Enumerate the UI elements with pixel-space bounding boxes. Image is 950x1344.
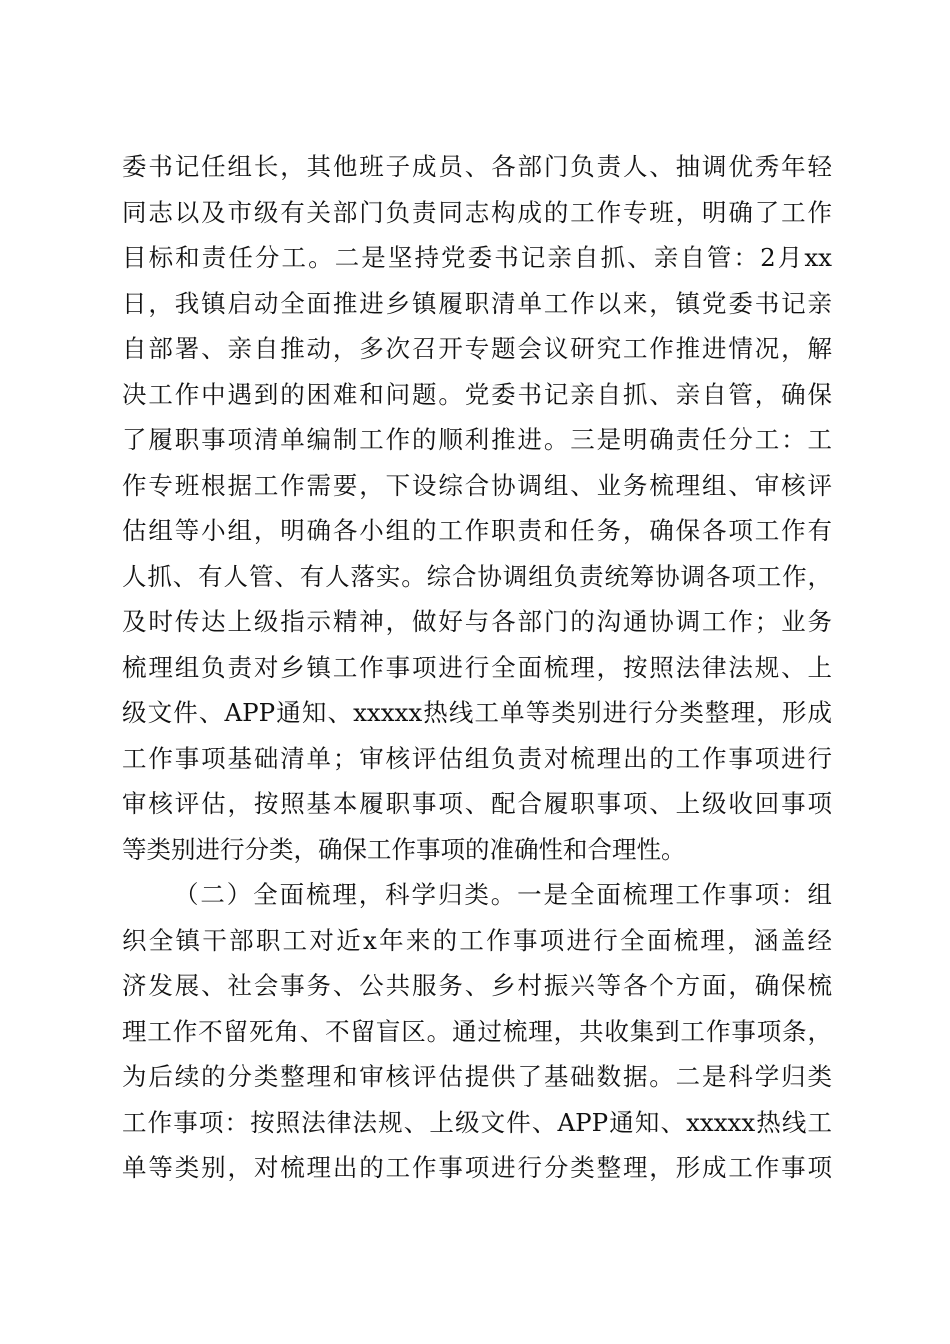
text-line: 目标和责任分工。二是坚持党委书记亲自抓、亲自管：2月xx [122,243,832,272]
text-line: 工作事项基础清单；审核评估组负责对梳理出的工作事项进行 [122,743,832,773]
text-line: 工作事项：按照法律法规、上级文件、APP通知、xxxxx热线工 [122,1107,832,1137]
text-line: 织全镇干部职工对近x年来的工作事项进行全面梳理，涵盖经 [122,925,832,955]
paragraph-end-line: 等类别进行分类，确保工作事项的准确性和合理性。 [122,834,686,864]
text-line: 为后续的分类整理和审核评估提供了基础数据。二是科学归类 [122,1062,832,1091]
text-line: 梳理组负责对乡镇工作事项进行全面梳理，按照法律法规、上 [122,652,832,682]
text-line: 估组等小组，明确各小组的工作职责和任务，确保各项工作有 [122,516,832,545]
text-line: 同志以及市级有关部门负责同志构成的工作专班，明确了工作 [122,197,832,227]
text-line: 委书记任组长，其他班子成员、各部门负责人、抽调优秀年轻 [122,152,832,181]
text-line: 及时传达上级指示精神，做好与各部门的沟通协调工作；业务 [122,607,832,636]
text-line: 审核评估，按照基本履职事项、配合履职事项、上级收回事项 [122,789,832,818]
text-line: 人抓、有人管、有人落实。综合协调组负责统筹协调各项工作， [122,561,832,591]
text-line: 日，我镇启动全面推进乡镇履职清单工作以来，镇党委书记亲 [122,288,832,318]
text-line: 级文件、APP通知、xxxxx热线工单等类别进行分类整理，形成 [122,698,832,727]
text-line: 理工作不留死角、不留盲区。通过梳理，共收集到工作事项条， [122,1016,832,1046]
text-line: 了履职事项清单编制工作的顺利推进。三是明确责任分工：工 [122,425,832,454]
text-line: 济发展、社会事务、公共服务、乡村振兴等各个方面，确保梳 [122,971,832,1000]
section-heading-line: （二）全面梳理，科学归类。一是全面梳理工作事项：组 [174,880,832,909]
text-line: 决工作中遇到的困难和问题。党委书记亲自抓、亲自管，确保 [122,379,832,409]
text-line: 自部署、亲自推动，多次召开专题会议研究工作推进情况，解 [122,334,832,363]
document-body [122,144,832,1191]
text-line: 单等类别，对梳理出的工作事项进行分类整理，形成工作事项 [122,1153,832,1182]
text-line: 作专班根据工作需要，下设综合协调组、业务梳理组、审核评 [122,470,832,500]
